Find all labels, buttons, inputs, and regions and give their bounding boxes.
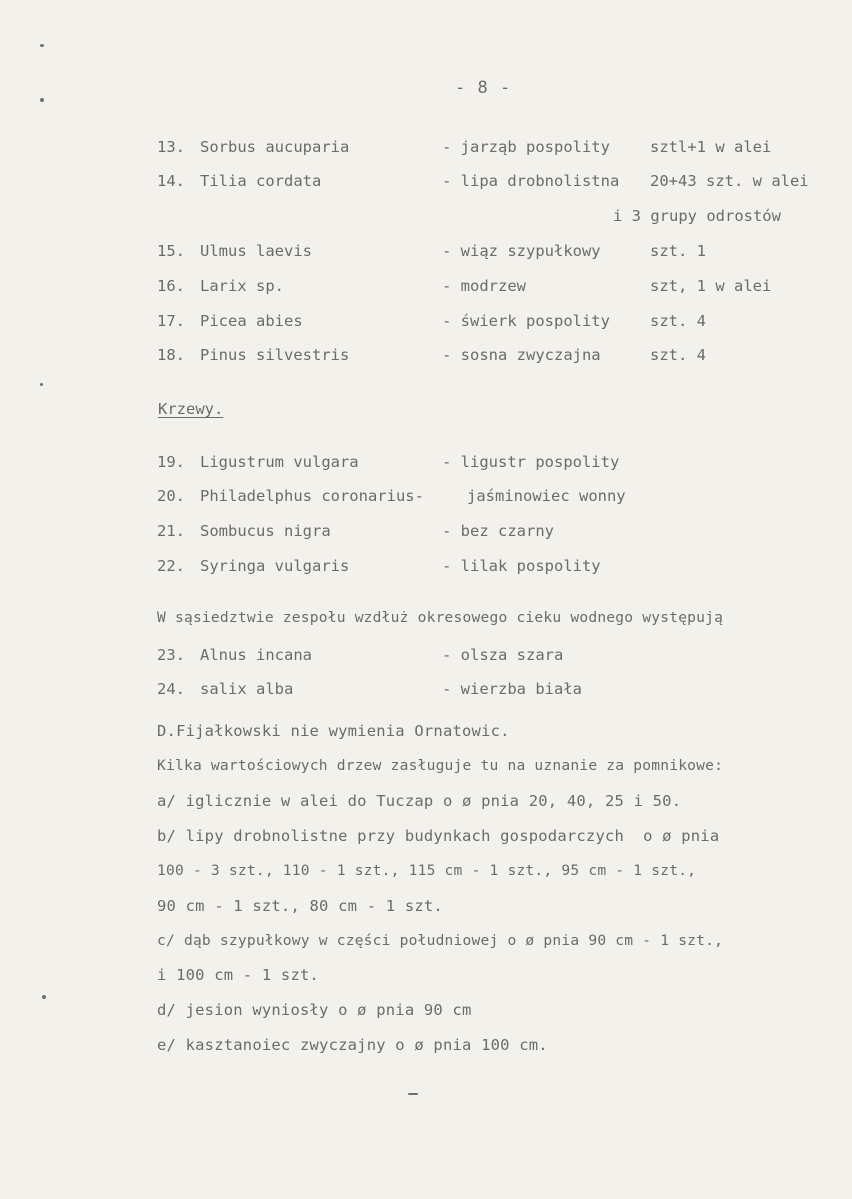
margin-speck (408, 1093, 418, 1095)
species-14-latin: Tilia cordata (200, 172, 322, 190)
margin-speck (40, 383, 43, 386)
paragraph-line: c/ dąb szypułkowy w części południowej o ø pnia 90 cm - 1 szt., (157, 932, 724, 949)
paragraph-line: d/ jesion wyniosły o ø pnia 90 cm (157, 1001, 472, 1019)
species-15-number: 15. (157, 242, 185, 260)
species-22-number: 22. (157, 557, 185, 575)
species-16-latin: Larix sp. (200, 277, 284, 295)
paragraph-line: 90 cm - 1 szt., 80 cm - 1 szt. (157, 897, 443, 915)
paragraph-line: e/ kasztanoiec zwyczajny o ø pnia 100 cm. (157, 1036, 548, 1054)
margin-speck (40, 98, 44, 102)
species-19-polish: - ligustr pospolity (442, 453, 620, 471)
species-14-polish: - lipa drobnolistna (442, 172, 620, 190)
paragraph-line: a/ iglicznie w alei do Tuczap o ø pnia 20, 40, 25 i 50. (157, 792, 682, 810)
margin-speck (42, 995, 46, 999)
species-24-polish: - wierzba biała (442, 680, 582, 698)
species-20-number: 20. (157, 487, 185, 505)
species-14-number: 14. (157, 172, 185, 190)
species-13-latin: Sorbus aucuparia (200, 138, 350, 156)
species-14-count: 20+43 szt. w alei (650, 172, 809, 190)
species-20-latin: Philadelphus coronarius- (200, 487, 424, 505)
species-23-latin: Alnus incana (200, 646, 312, 664)
species-18-number: 18. (157, 346, 185, 364)
species-24-latin: salix alba (200, 680, 294, 698)
species-21-number: 21. (157, 522, 185, 540)
species-16-number: 16. (157, 277, 185, 295)
species-15-latin: Ulmus laevis (200, 242, 312, 260)
species-24-number: 24. (157, 680, 185, 698)
species-16-count: szt, 1 w alei (650, 277, 772, 295)
species-15-polish: - wiąz szypułkowy (442, 242, 601, 260)
species-13-number: 13. (157, 138, 185, 156)
page-number: - 8 - (455, 78, 512, 98)
shrubs-heading: Krzewy. (158, 400, 224, 418)
species-15-count: szt. 1 (650, 242, 706, 260)
species-22-latin: Syringa vulgaris (200, 557, 350, 575)
species-19-number: 19. (157, 453, 185, 471)
species-16-polish: - modrzew (442, 277, 526, 295)
species-14-continuation: i 3 grupy odrostów (613, 207, 781, 225)
species-20-polish: jaśminowiec wonny (467, 487, 626, 505)
species-18-count: szt. 4 (650, 346, 706, 364)
species-17-count: szt. 4 (650, 312, 706, 330)
species-23-polish: - olsza szara (442, 646, 564, 664)
paragraph-line: 100 - 3 szt., 110 - 1 szt., 115 cm - 1 szt., 95 cm - 1 szt., (157, 862, 697, 879)
species-17-polish: - świerk pospolity (442, 312, 610, 330)
species-18-latin: Pinus silvestris (200, 346, 350, 364)
species-22-polish: - lilak pospolity (442, 557, 601, 575)
species-13-count: sztl+1 w alei (650, 138, 772, 156)
species-21-latin: Sombucus nigra (200, 522, 331, 540)
species-13-polish: - jarząb pospolity (442, 138, 610, 156)
paragraph-line: b/ lipy drobnolistne przy budynkach gospodarczych o ø pnia (157, 827, 720, 845)
margin-speck (40, 44, 44, 47)
species-17-number: 17. (157, 312, 185, 330)
paragraph-line: D.Fijałkowski nie wymienia Ornatowic. (157, 722, 510, 740)
species-18-polish: - sosna zwyczajna (442, 346, 601, 364)
species-21-polish: - bez czarny (442, 522, 554, 540)
species-19-latin: Ligustrum vulgara (200, 453, 359, 471)
species-23-number: 23. (157, 646, 185, 664)
paragraph-line: Kilka wartościowych drzew zasługuje tu na uznanie za pomnikowe: (157, 757, 724, 774)
neighbourhood-intro: W sąsiedztwie zespołu wzdłuż okresowego cieku wodnego występują (157, 609, 724, 626)
paragraph-line: i 100 cm - 1 szt. (157, 966, 320, 984)
species-17-latin: Picea abies (200, 312, 303, 330)
